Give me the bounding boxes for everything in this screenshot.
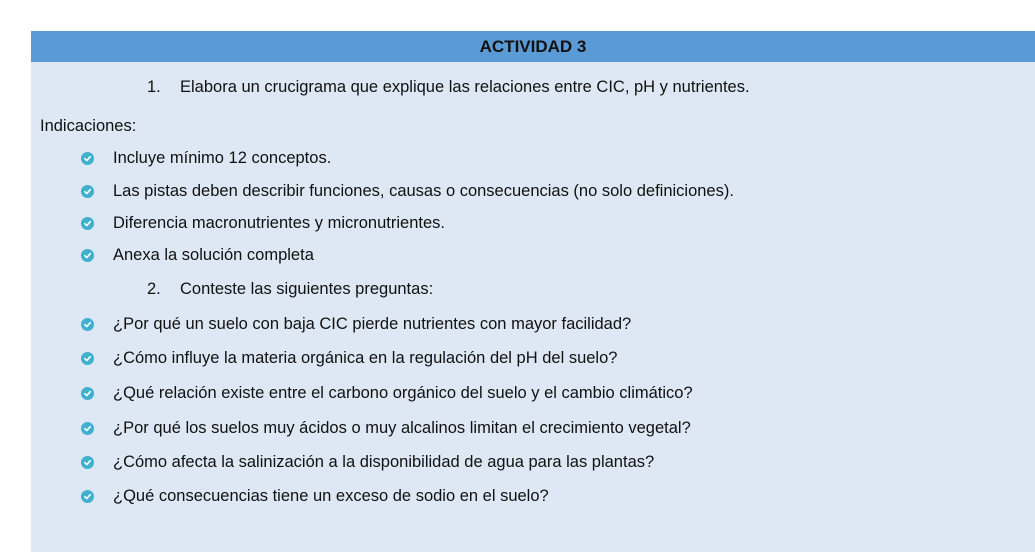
check-circle-icon <box>81 387 94 400</box>
check-circle-icon <box>81 490 94 503</box>
indication-text: Diferencia macronutrientes y micronutrientes. <box>113 214 445 232</box>
question-text: ¿Qué relación existe entre el carbono orgánico del suelo y el cambio climático? <box>113 384 693 402</box>
step-1 <box>147 78 750 97</box>
indication-item <box>81 214 445 233</box>
question-item <box>81 453 654 472</box>
question-text: ¿Por qué un suelo con baja CIC pierde nutrientes con mayor facilidad? <box>113 315 632 333</box>
indications-label: Indicaciones: <box>40 117 137 135</box>
indication-text: Las pistas deben describir funciones, causas o consecuencias (no solo definiciones). <box>113 182 734 200</box>
question-item <box>81 349 617 368</box>
step-1-text: Elabora un crucigrama que explique las relaciones entre CIC, pH y nutrientes. <box>180 78 750 96</box>
check-circle-icon <box>81 318 94 331</box>
question-item <box>81 384 693 403</box>
check-circle-icon <box>81 422 94 435</box>
indication-item <box>81 149 331 168</box>
check-circle-icon <box>81 352 94 365</box>
check-circle-icon <box>81 152 94 165</box>
check-circle-icon <box>81 249 94 262</box>
activity-card <box>31 31 1035 552</box>
question-text: ¿Por qué los suelos muy ácidos o muy alcalinos limitan el crecimiento vegetal? <box>113 419 691 437</box>
question-text: ¿Cómo influye la materia orgánica en la regulación del pH del suelo? <box>113 349 618 367</box>
question-text: ¿Qué consecuencias tiene un exceso de sodio en el suelo? <box>113 487 549 505</box>
question-item <box>81 315 631 334</box>
question-item <box>81 487 549 506</box>
indication-item <box>81 182 734 201</box>
step-2-number: 2. <box>147 280 161 298</box>
step-1-number: 1. <box>147 78 161 96</box>
question-item <box>81 419 691 438</box>
step-2-text: Conteste las siguientes preguntas: <box>180 280 434 298</box>
check-circle-icon <box>81 185 94 198</box>
indication-item <box>81 246 314 265</box>
activity-title: ACTIVIDAD 3 <box>31 31 1035 62</box>
check-circle-icon <box>81 217 94 230</box>
indication-text: Anexa la solución completa <box>113 246 314 264</box>
check-circle-icon <box>81 456 94 469</box>
step-2 <box>147 280 433 299</box>
indication-text: Incluye mínimo 12 conceptos. <box>113 149 332 167</box>
question-text: ¿Cómo afecta la salinización a la disponibilidad de agua para las plantas? <box>113 453 655 471</box>
